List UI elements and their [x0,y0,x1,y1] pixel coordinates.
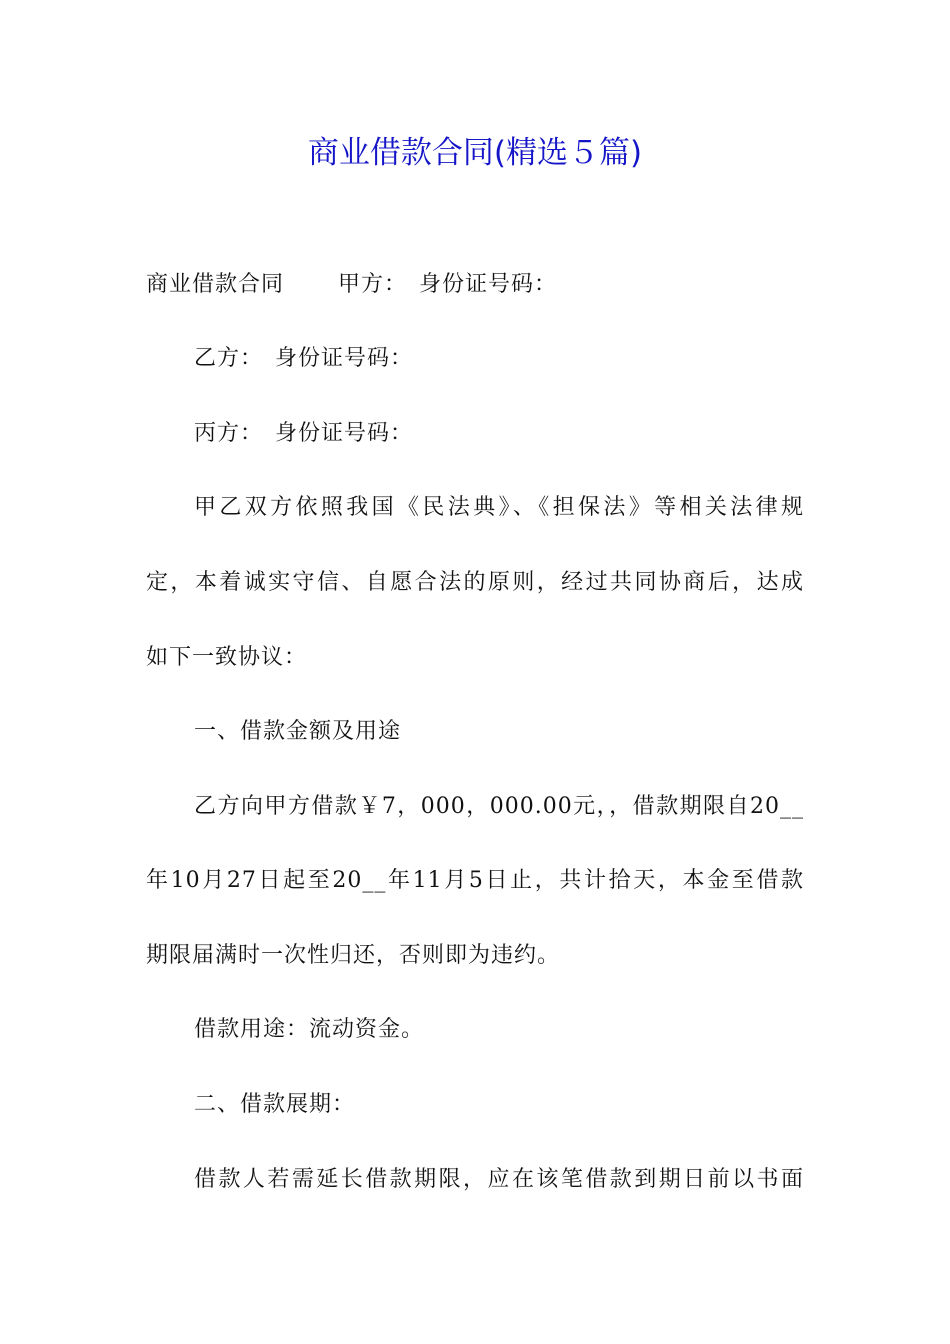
party-a-line: 商业借款合同 甲方： 身份证号码： [146,272,557,297]
section-heading: 一、借款金额及用途 [194,719,402,744]
paragraph-line: 如下一致协议： [146,645,308,670]
paragraph-line: 借款人若需延长借款期限，应在该笔借款到期日前以书面 [194,1167,804,1192]
paragraph-line: 甲乙双方依照我国《民法典》、《担保法》等相关法律规 [194,495,804,520]
paragraph-line: 定，本着诚实守信、自愿合法的原则，经过共同协商后，达成 [146,570,804,595]
document-title: 商业借款合同(精选５篇) [307,135,643,171]
paragraph-line: 借款用途：流动资金。 [194,1017,425,1042]
section-heading: 二、借款展期： [194,1092,356,1117]
paragraph-line: 乙方向甲方借款￥7，000，000.00元，，借款期限自20__ [194,794,804,819]
party-b-line: 乙方： 身份证号码： [194,346,414,371]
paragraph-line: 年10月27日起至20__年11月5日止，共计拾天，本金至借款 [146,868,804,893]
paragraph-line: 期限届满时一次性归还，否则即为违约。 [146,943,561,968]
party-c-line: 丙方： 身份证号码： [194,421,414,446]
